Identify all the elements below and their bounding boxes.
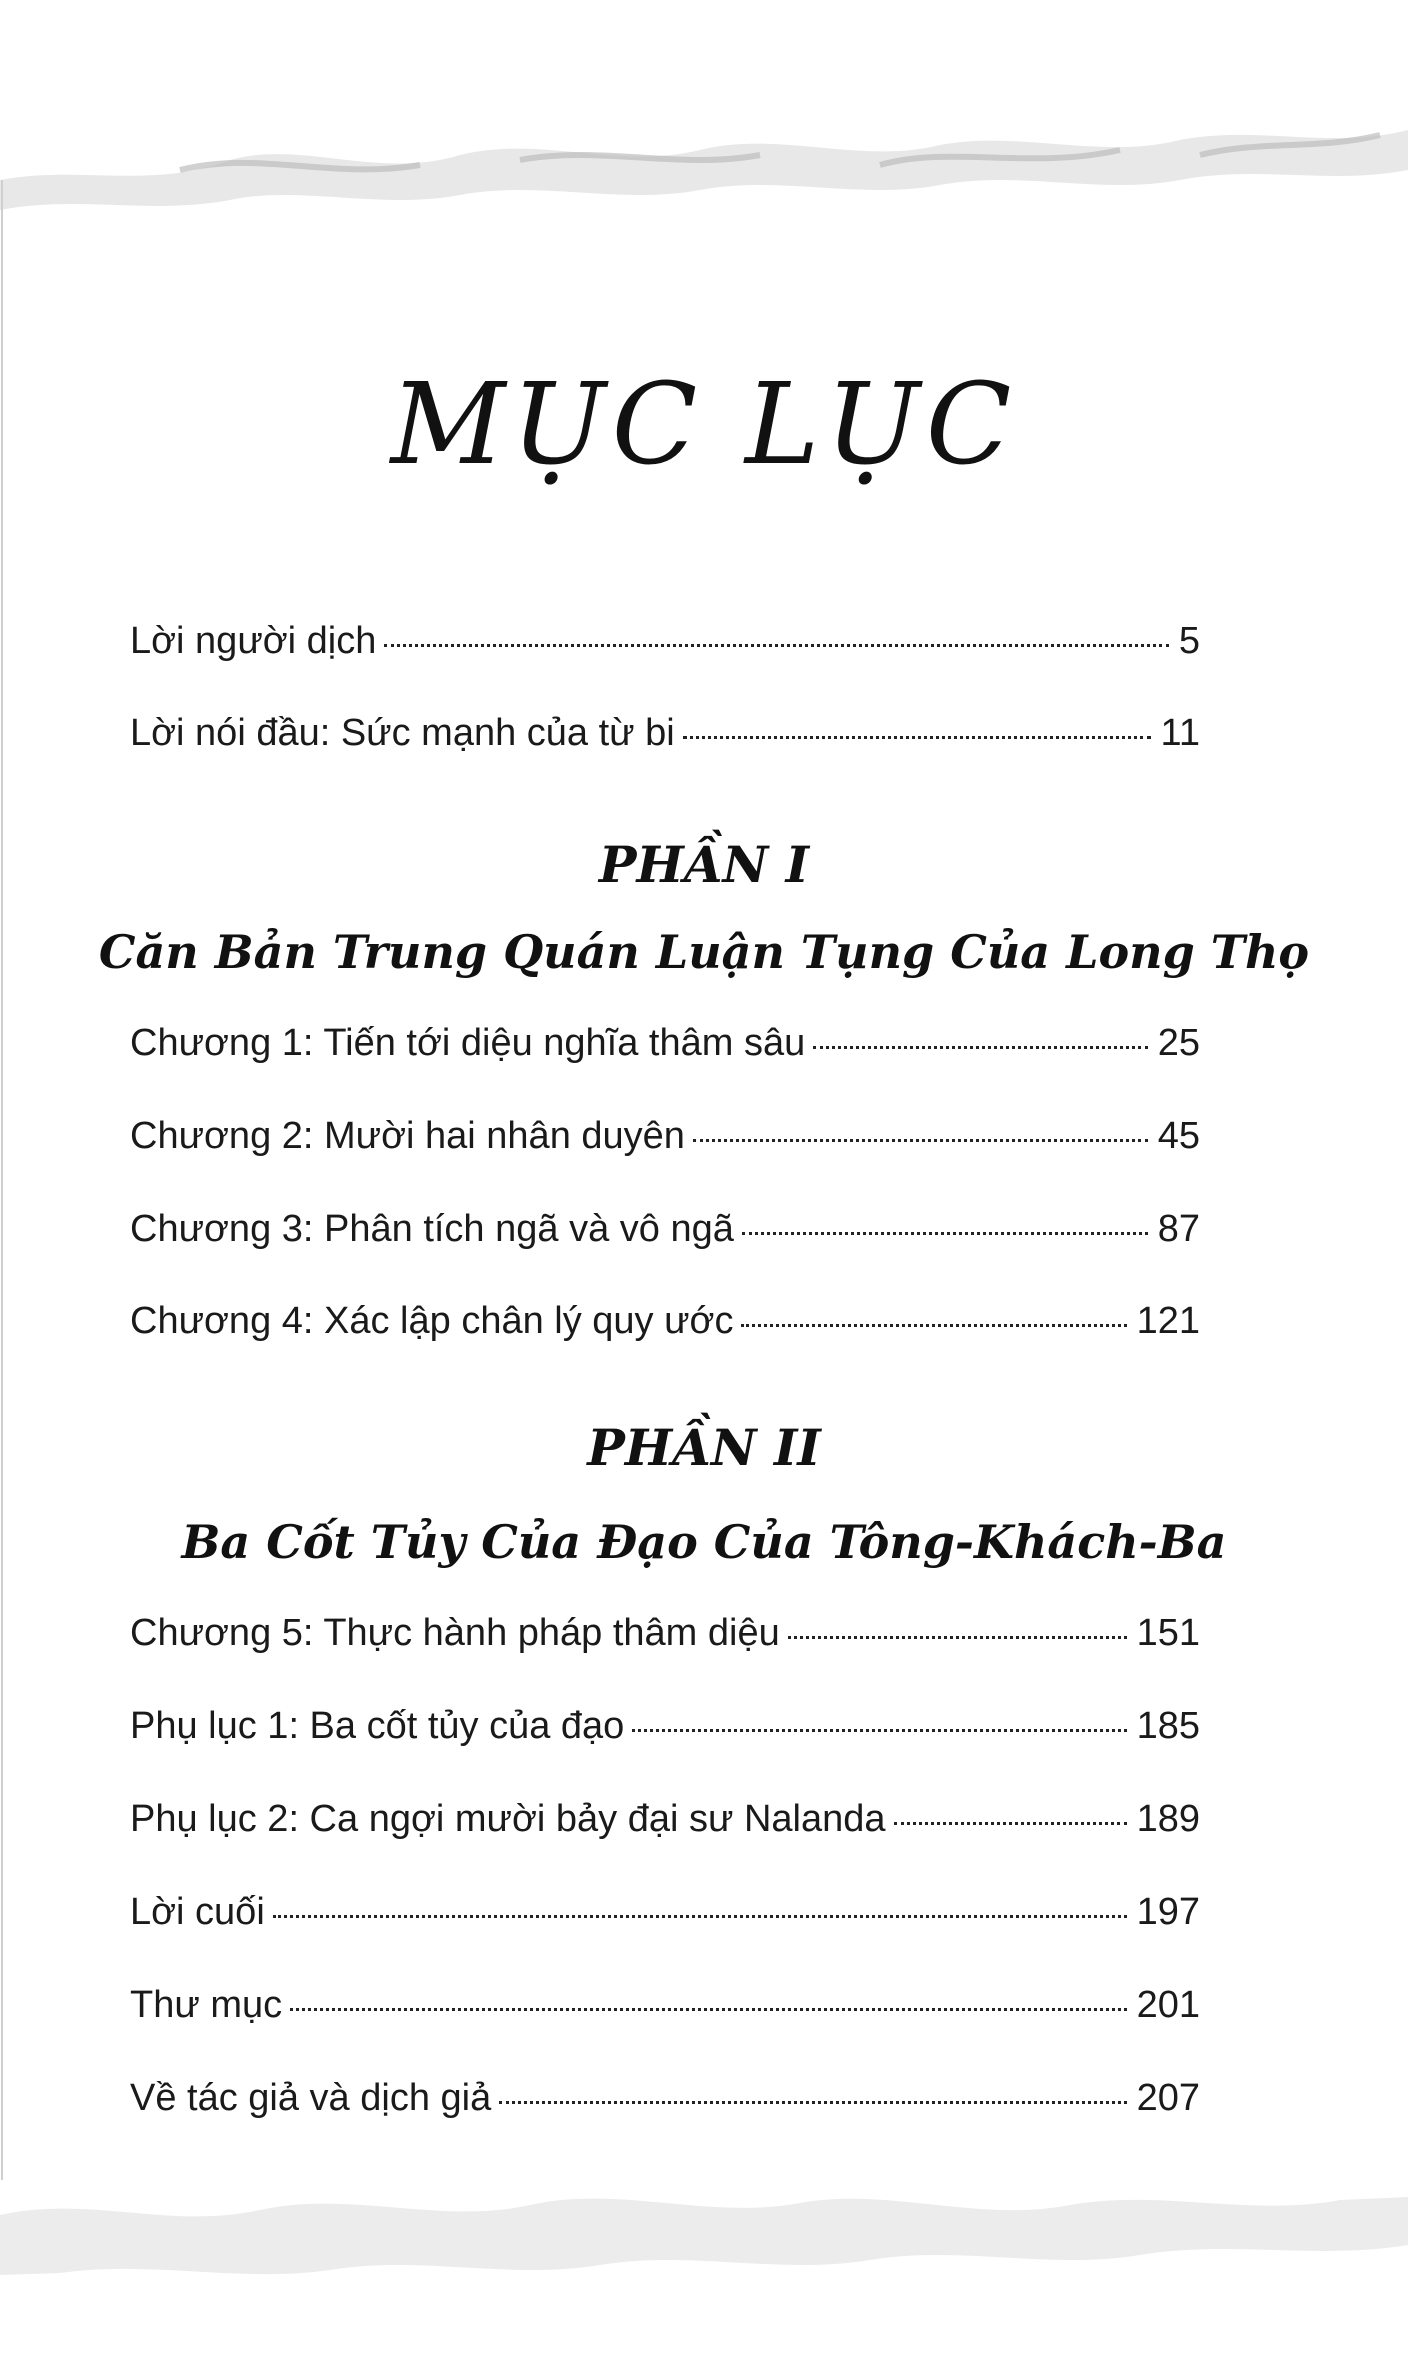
toc-entry bbox=[130, 1705, 1200, 1748]
toc-entry-page: 121 bbox=[1136, 1300, 1200, 1342]
part-heading: PHẦN I bbox=[598, 835, 810, 894]
dot-leader bbox=[894, 1822, 1127, 1825]
toc-entry-label: Chương 1: Tiến tới diệu nghĩa thâm sâu bbox=[130, 1022, 806, 1064]
toc-entry bbox=[130, 1208, 1200, 1251]
toc-entry bbox=[130, 1984, 1200, 2027]
dot-leader bbox=[693, 1139, 1148, 1142]
dot-leader bbox=[384, 644, 1168, 647]
toc-entry-page: 151 bbox=[1136, 1612, 1200, 1654]
dot-leader bbox=[742, 1232, 1148, 1235]
toc-entry bbox=[130, 1612, 1200, 1655]
torn-edge-bottom-decoration bbox=[0, 2175, 1408, 2285]
toc-entry bbox=[130, 620, 1200, 663]
toc-entry bbox=[130, 712, 1200, 755]
toc-entry-label: Lời người dịch bbox=[130, 620, 377, 662]
part-heading: PHẦN II bbox=[587, 1418, 821, 1477]
toc-entry-label: Lời cuối bbox=[130, 1891, 265, 1933]
toc-entry-label: Thư mục bbox=[130, 1984, 283, 2026]
dot-leader bbox=[499, 2101, 1126, 2104]
toc-entry-label: Về tác giả và dịch giả bbox=[130, 2077, 492, 2119]
toc-entry-page: 87 bbox=[1157, 1208, 1200, 1250]
toc-entry bbox=[130, 1022, 1200, 1065]
toc-entry-page: 5 bbox=[1178, 620, 1200, 662]
toc-entry-page: 11 bbox=[1160, 712, 1200, 754]
toc-entry bbox=[130, 1891, 1200, 1934]
toc-entry-page: 201 bbox=[1136, 1984, 1200, 2026]
page-title: MỤC LỤC bbox=[390, 360, 1018, 490]
dot-leader bbox=[273, 1915, 1127, 1918]
dot-leader bbox=[632, 1729, 1126, 1732]
toc-entry-page: 185 bbox=[1136, 1705, 1200, 1747]
toc-entry-label: Chương 3: Phân tích ngã và vô ngã bbox=[130, 1208, 734, 1250]
toc-entry-label: Phụ lục 2: Ca ngợi mười bảy đại sư Nalanda bbox=[130, 1798, 886, 1840]
torn-edge-top-decoration bbox=[0, 110, 1408, 220]
toc-entry-label: Chương 2: Mười hai nhân duyên bbox=[130, 1115, 685, 1157]
toc-entry bbox=[130, 1115, 1200, 1158]
part-title: Ba Cốt Tủy Của Đạo Của Tông-Khách-Ba bbox=[181, 1515, 1227, 1569]
toc-entry-label: Lời nói đầu: Sức mạnh của từ bi bbox=[130, 712, 675, 754]
dot-leader bbox=[290, 2008, 1126, 2011]
toc-entry bbox=[130, 1798, 1200, 1841]
toc-entry-label: Chương 5: Thực hành pháp thâm diệu bbox=[130, 1612, 780, 1654]
dot-leader bbox=[813, 1046, 1147, 1049]
toc-entry-page: 207 bbox=[1136, 2077, 1200, 2119]
toc-entry-label: Phụ lục 1: Ba cốt tủy của đạo bbox=[130, 1705, 625, 1747]
dot-leader bbox=[683, 736, 1151, 739]
toc-entry bbox=[130, 2077, 1200, 2120]
toc-entry-page: 25 bbox=[1157, 1022, 1200, 1064]
toc-entry-page: 45 bbox=[1157, 1115, 1200, 1157]
toc-entry-label: Chương 4: Xác lập chân lý quy ước bbox=[130, 1300, 734, 1342]
toc-entry-page: 197 bbox=[1136, 1891, 1200, 1933]
toc-entry bbox=[130, 1300, 1200, 1343]
part-title: Căn Bản Trung Quán Luận Tụng Của Long Thọ bbox=[98, 925, 1310, 979]
dot-leader bbox=[788, 1636, 1127, 1639]
toc-entry-page: 189 bbox=[1136, 1798, 1200, 1840]
dot-leader bbox=[741, 1324, 1126, 1327]
